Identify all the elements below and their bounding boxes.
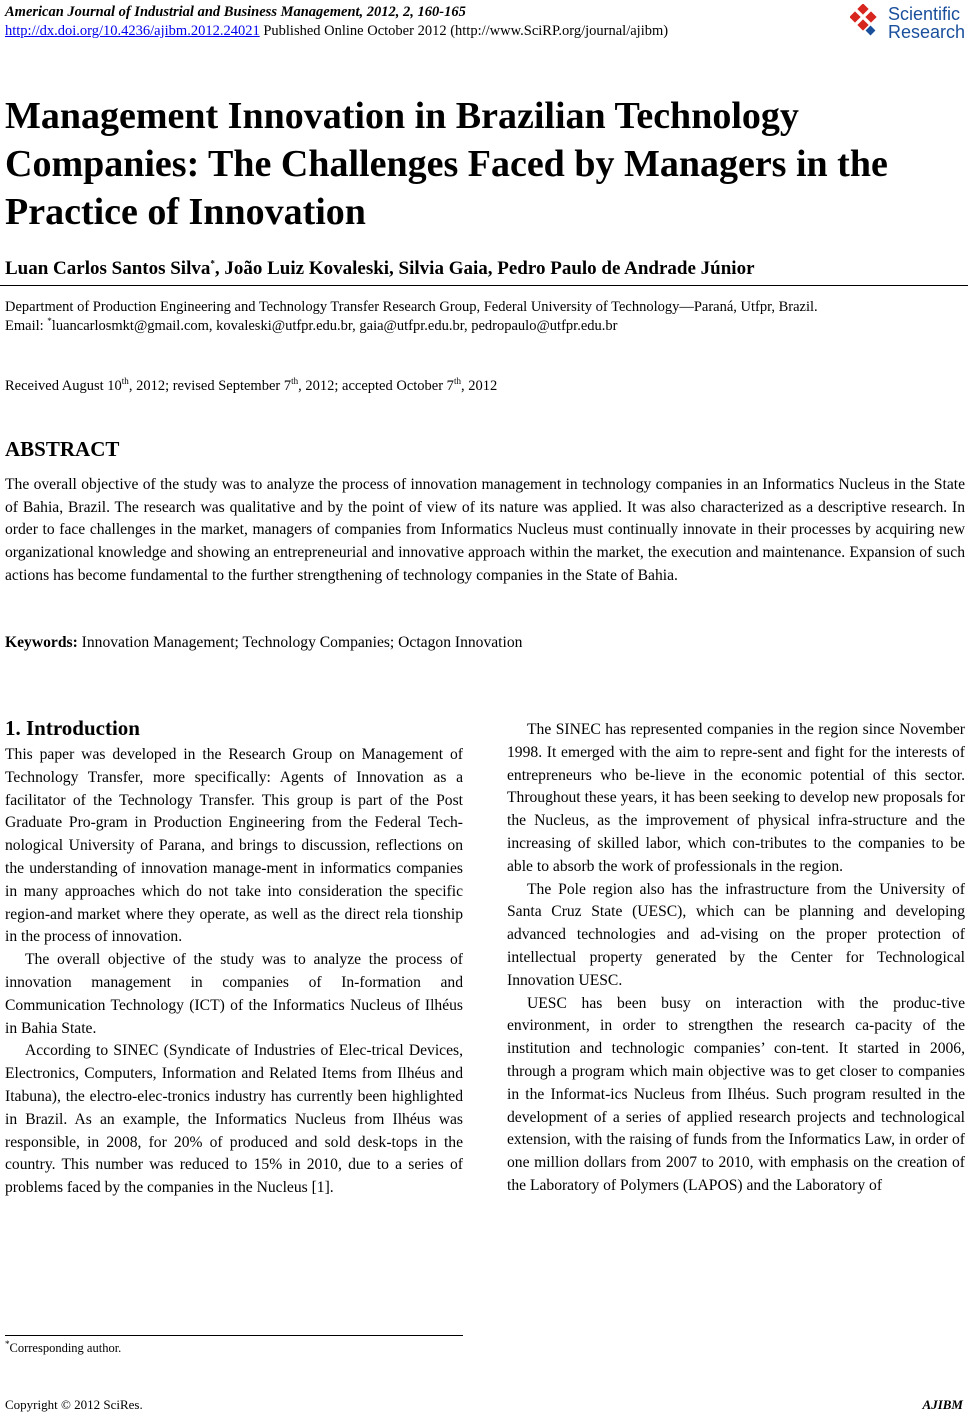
scientific-research-logo <box>850 2 968 42</box>
volume-pages: , 2012, 2, 160-165 <box>359 4 466 20</box>
page-footer <box>5 1397 963 1413</box>
journal-header <box>5 3 668 41</box>
first-author: Luan Carlos Santos Silva <box>5 258 211 279</box>
paragraph: According to SINEC (Syndicate of Industries of Elec-trical Devices, Electronics, Computers, Information and Related Items from Ilhéus and Itabuna), the electro-elec-tronics industry has currently been highlighted in Brazil. As an example, the Informatics Nucleus from Ilhéus was responsible, in 2008, for 20% of produced and sold desk-tops in the country. This number was reduced to 15% in 2010, due to a series of problems faced by the companies in the Nucleus [1]. <box>5 1042 463 1197</box>
abstract-text: The overall objective of the study was to analyze the process of innovation management in technology companies in an Informatics Nucleus in the State of Bahia, Brazil. The research was qualitative and by the point of view of its nature was applied. It was also characterized as a descriptive research. In order to face challenges in the market, managers of companies from Informatics Nucleus must continually innovate in their processes by acquiring new organizational knowledge and showing an entrepreneurial and innovative approach within the market, the execution and maintenance. Expansion of such actions has become fundamental to the further strengthening of technology companies in the State of Bahia. <box>5 476 965 584</box>
keywords-text: Innovation Management; Technology Companies; Octagon Innovation <box>77 634 523 651</box>
keywords-line <box>5 634 522 652</box>
doi-link[interactable]: http://dx.doi.org/10.4236/ajibm.2012.24021 <box>5 23 260 39</box>
affiliation-block <box>5 298 965 336</box>
keywords-label: Keywords: <box>5 634 78 651</box>
left-column <box>5 744 463 1200</box>
footnote-divider <box>5 1335 463 1336</box>
title-divider <box>0 285 968 286</box>
author-list <box>5 258 755 280</box>
paragraph: UESC has been busy on interaction with the produc-tive environment, in order to strengthen the research ca-pacity of the institution and technologic companies’ con-tent. It started in 2006, through a program which main objective was to get closer to companies in the Informat-ics Nucleus from Ilhéus. Such program resulted in the development of a series of applied research projects and technological extension, with the raising of funds from the Informatics Law, in order of one million dollars from 2007 to 2010, with emphasis on the creation of the Laboratory of Polymers (LAPOS) and the Laboratory of <box>507 994 965 1194</box>
copyright: Copyright © 2012 SciRes. <box>5 1397 143 1412</box>
paper-title: Management Innovation in Brazilian Technology Companies: The Challenges Faced by Managers in the Practice of Innovation <box>5 95 888 233</box>
published-info: Published Online October 2012 (http://www.SciRP.org/journal/ajibm) <box>259 23 669 39</box>
intro-heading: 1. Introduction <box>5 716 140 740</box>
corresponding-mark: * <box>210 258 215 269</box>
abstract-heading: ABSTRACT <box>5 437 120 461</box>
other-authors: , João Luiz Kovaleski, Silvia Gaia, Pedro Paulo de Andrade Júnior <box>214 258 755 279</box>
paragraph: The SINEC has represented companies in the region since November 1998. It emerged with the aim to repre-sent and fight for the interests of entrepreneurs who be-lieve in the economic potential of this sector. Throughout these years, it has been seeking to develop new proposals for the Nucleus, as the improvement of physical infra-structure and the increasing of skilled labor, which con-tributes to the companies to be able to absorb the work of professionals in the region. <box>507 721 965 875</box>
journal-abbr: AJIBM <box>922 1397 963 1412</box>
email-addresses: luancarlosmkt@gmail.com, kovaleski@utfpr.edu.br, gaia@utfpr.edu.br, pedropaulo@utfpr.edu.br <box>51 318 618 334</box>
footnote: *Corresponding author. <box>5 1338 122 1355</box>
paragraph: This paper was developed in the Research Group on Management of Technology Transfer, more specifically: Agents of Innovation as a facilitator of the Technology Transfer. This group is part of the Post Graduate Pro-gram in Production Engineering from the Federal Tech-nological University of Parana, and brings to discussion, reflections on the understanding of innovation manage-ment in informatics companies in many approaches which do not take into consideration the specific region-and market where they operate, as well as the direct rela tionship in the process of innovation. <box>5 746 463 946</box>
logo-line-1: Scientific <box>888 4 961 24</box>
paragraph: The Pole region also has the infrastructure from the University of Santa Cruz State (UESC), which can be planning and developing advanced technologies and ad-vising on the proper protection of intellectual property generated by the Center for Technological Innovation UESC. <box>507 880 965 989</box>
logo-mark-icon <box>850 4 884 38</box>
dates-line: Received August 10th, 2012; revised September 7th, 2012; accepted October 7th, 2012 <box>5 376 498 394</box>
email-line: Email: *luancarlosmkt@gmail.com, kovaleski@utfpr.edu.br, gaia@utfpr.edu.br, pedropaulo@utfpr.edu.br <box>5 316 618 334</box>
affiliation: Department of Production Engineering and Technology Transfer Research Group, Federal University of Technology—Paraná, Utfpr, Brazil. <box>5 299 818 315</box>
logo-line-2: Research <box>888 22 966 42</box>
right-column <box>507 719 965 1198</box>
journal-name: American Journal of Industrial and Business Management <box>5 4 360 20</box>
paragraph: The overall objective of the study was to analyze the process of innovation management in companies of In-formation and Communication Technology (ICT) of the Informatics Nucleus of Ilhéus in Bahia State. <box>5 951 463 1037</box>
